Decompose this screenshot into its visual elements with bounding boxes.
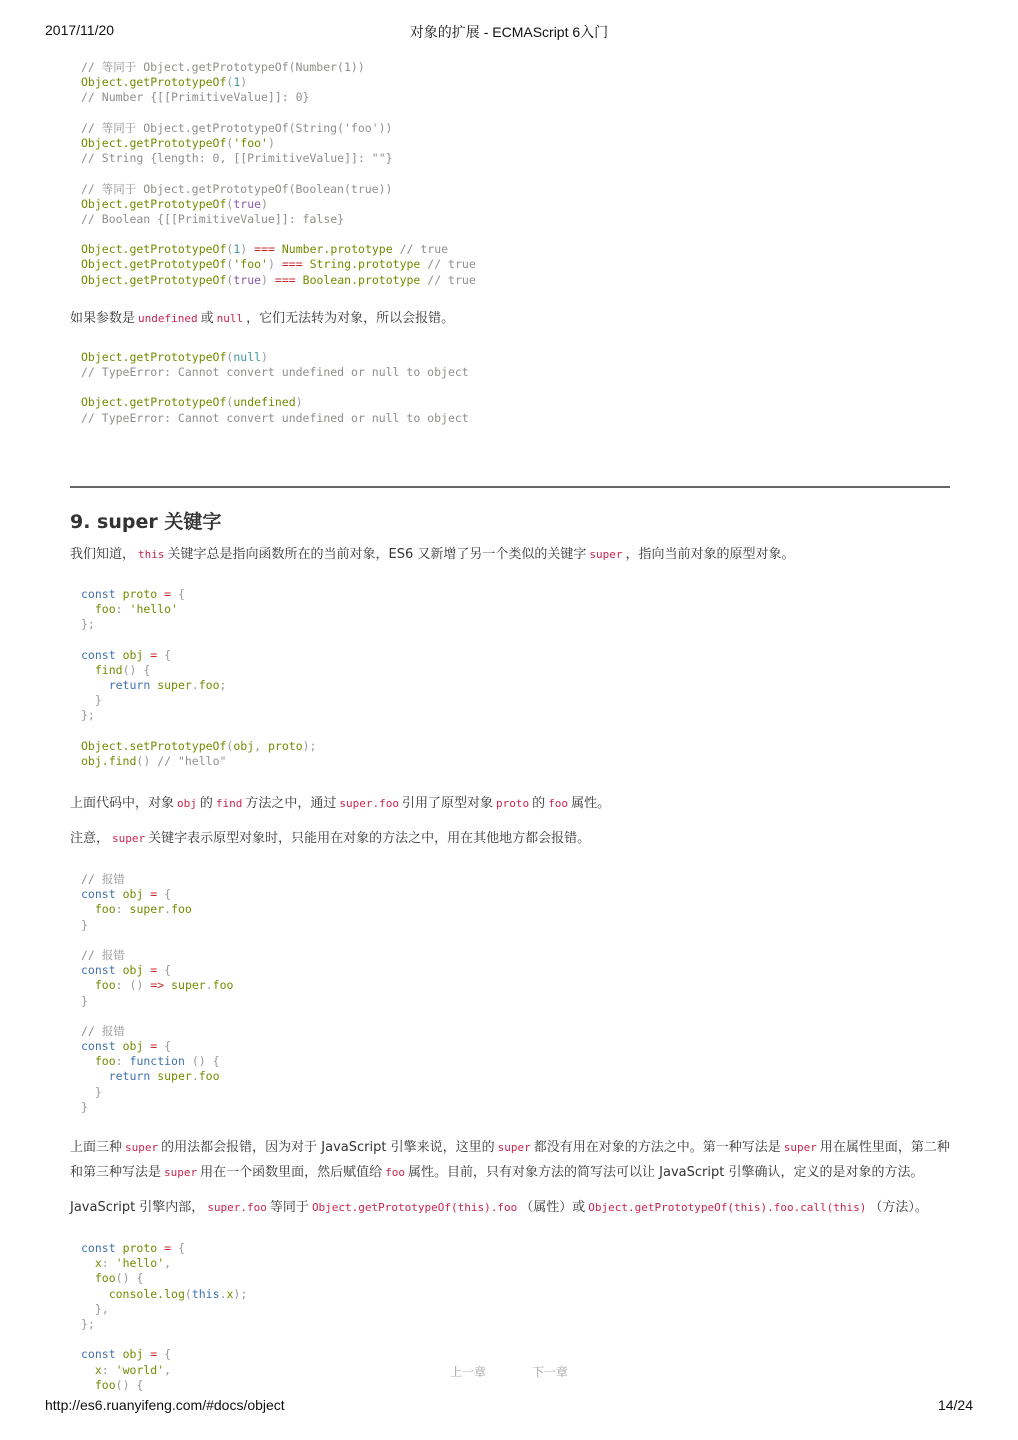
inline-code: super — [125, 1141, 159, 1154]
code-line: Object.setPrototypeOf(obj, proto); — [81, 738, 317, 753]
paragraph-engine-internals: JavaScript 引擎内部， super.foo 等同于 Object.getPrototypeOf(this).foo （属性）或 Object.getPrototypeOf(this).foo.call(this) （方法）。 — [70, 1200, 928, 1215]
print-header — [0, 22, 1018, 42]
code-line: }; — [81, 1316, 95, 1331]
inline-code: this — [138, 547, 165, 561]
page-number: 14/24 — [937, 1397, 973, 1413]
code-line: foo: super.foo — [94, 902, 192, 917]
code-block-super-errors — [70, 872, 950, 1115]
inline-code: super.foo — [339, 797, 400, 810]
code-line: Object.getPrototypeOf(null) — [81, 349, 268, 364]
code-line: // 等同于 Object.getPrototypeOf(String('foo')) — [81, 120, 393, 135]
code-line: Object.getPrototypeOf('foo') === String.prototype // true — [81, 257, 476, 272]
inline-code: null — [216, 311, 244, 325]
document-title: 对象的扩展 - ECMAScript 6入门 — [409, 24, 609, 40]
code-line: return super.foo — [108, 1069, 220, 1084]
paragraph-super-note: 注意， super 关键字表示原型对象时，只能用在对象的方法之中，用在其他地方都会报错。 — [70, 831, 591, 846]
paragraph-super-intro: 我们知道， this 关键字总是指向函数所在的当前对象，ES6 又新增了另一个类似的关键字 super ，指向当前对象的原型对象。 — [70, 546, 795, 562]
inline-code: super.foo — [207, 1201, 267, 1214]
code-line: Object.getPrototypeOf(true) — [81, 196, 268, 211]
inline-code: super — [164, 1166, 198, 1179]
code-line: }; — [81, 708, 95, 723]
inline-code: obj — [177, 797, 197, 810]
code-line: const proto = { — [81, 1241, 185, 1255]
code-line: foo() { — [94, 1377, 144, 1392]
code-block-null-errors — [70, 350, 950, 426]
code-line: // 等同于 Object.getPrototypeOf(Number(1)) — [81, 60, 365, 74]
code-line: } — [81, 1099, 88, 1114]
code-line: }; — [81, 617, 95, 632]
inline-code: foo — [385, 1166, 406, 1179]
inline-code: undefined — [138, 311, 198, 325]
code-line: // String {length: 0, [[PrimitiveValue]]: ""} — [81, 151, 393, 166]
code-line: find() { — [94, 662, 151, 677]
code-line: const obj = { — [81, 647, 172, 662]
code-line: } — [81, 917, 88, 932]
code-line: Object.getPrototypeOf(1) === Number.prototype // true — [81, 242, 449, 257]
section-divider — [70, 486, 950, 488]
code-line: Object.getPrototypeOf('foo') — [81, 135, 275, 150]
section-heading-super: 9. super 关键字 — [70, 510, 222, 533]
code-line: return super.foo; — [108, 677, 227, 692]
code-line: foo: function () { — [94, 1054, 220, 1069]
print-date: 2017/11/20 — [45, 22, 115, 38]
code-line: foo: () => super.foo — [94, 978, 234, 993]
chapter-nav — [450, 1363, 590, 1379]
code-block-super-example — [70, 587, 950, 769]
inline-code: foo — [548, 797, 569, 810]
inline-code: Object.getPrototypeOf(this).foo.call(this) — [588, 1201, 867, 1214]
code-line: const obj = { — [81, 1347, 172, 1362]
inline-code: Object.getPrototypeOf(this).foo — [311, 1201, 518, 1214]
code-line: const obj = { — [81, 887, 172, 902]
print-footer — [0, 1397, 1018, 1417]
code-line: // Number {[[PrimitiveValue]]: 0} — [81, 90, 310, 105]
next-chapter-link[interactable]: 下一章 — [532, 1365, 569, 1379]
code-line: console.log(this.x); — [108, 1286, 248, 1301]
code-line: const obj = { — [81, 1039, 172, 1054]
code-line: Object.getPrototypeOf(undefined) — [81, 395, 303, 410]
code-line: // TypeError: Cannot convert undefined or null to object — [81, 410, 469, 425]
code-line: const proto = { — [81, 586, 185, 601]
prev-chapter-link[interactable]: 上一章 — [450, 1365, 487, 1379]
code-line: } — [94, 693, 102, 708]
code-line: Object.getPrototypeOf(1) — [81, 75, 248, 90]
inline-code: find — [215, 797, 243, 810]
code-line: } — [81, 993, 88, 1008]
inline-code: proto — [496, 797, 530, 810]
inline-code: super — [497, 1141, 531, 1154]
code-line: }, — [94, 1301, 109, 1316]
code-line: obj.find() // "hello" — [81, 753, 227, 768]
paragraph-null-undefined: 如果参数是 undefined 或 null ，它们无法转为对象，所以会报错。 — [70, 310, 455, 326]
code-line: // 报错 — [81, 947, 125, 962]
page-url: http://es6.ruanyifeng.com/#docs/object — [45, 1397, 285, 1413]
code-line: foo: 'hello' — [94, 601, 178, 616]
code-line: x: 'hello', — [94, 1256, 172, 1271]
code-line: x: 'world', — [94, 1362, 172, 1377]
code-line: } — [94, 1084, 102, 1099]
code-line: foo() { — [94, 1271, 144, 1286]
code-line: // 报错 — [81, 872, 125, 886]
code-line: // 报错 — [81, 1023, 125, 1038]
code-line: // Boolean {[[PrimitiveValue]]: false} — [81, 211, 345, 226]
paragraph-super-explain: 上面代码中，对象 obj 的 find 方法之中，通过 super.foo 引用了原型对象 proto 的 foo 属性。 — [70, 796, 611, 811]
inline-code: super — [589, 547, 623, 561]
code-line: const obj = { — [81, 963, 172, 978]
inline-code: super — [783, 1141, 817, 1154]
code-line: // TypeError: Cannot convert undefined or null to object — [81, 365, 469, 379]
paragraph-three-usages: 上面三种 super 的用法都会报错，因为对于 JavaScript 引擎来说，这里的 super 都没有用在对象的方法之中。第一种写法是 super 用在属性里面，第二种和第三种写法是 super 用在一个函数里面，然后赋值给 foo 属性。目前，只有对象方法的简写法可以让 JavaScript 引擎确认，定义的是对象的方法。 — [70, 1140, 950, 1180]
inline-code: super — [112, 832, 146, 845]
code-line: Object.getPrototypeOf(true) === Boolean.prototype // true — [81, 272, 476, 287]
article-content — [70, 60, 950, 1393]
code-line: // 等同于 Object.getPrototypeOf(Boolean(true)) — [81, 181, 393, 196]
code-block-prototype-primitives — [70, 60, 950, 288]
